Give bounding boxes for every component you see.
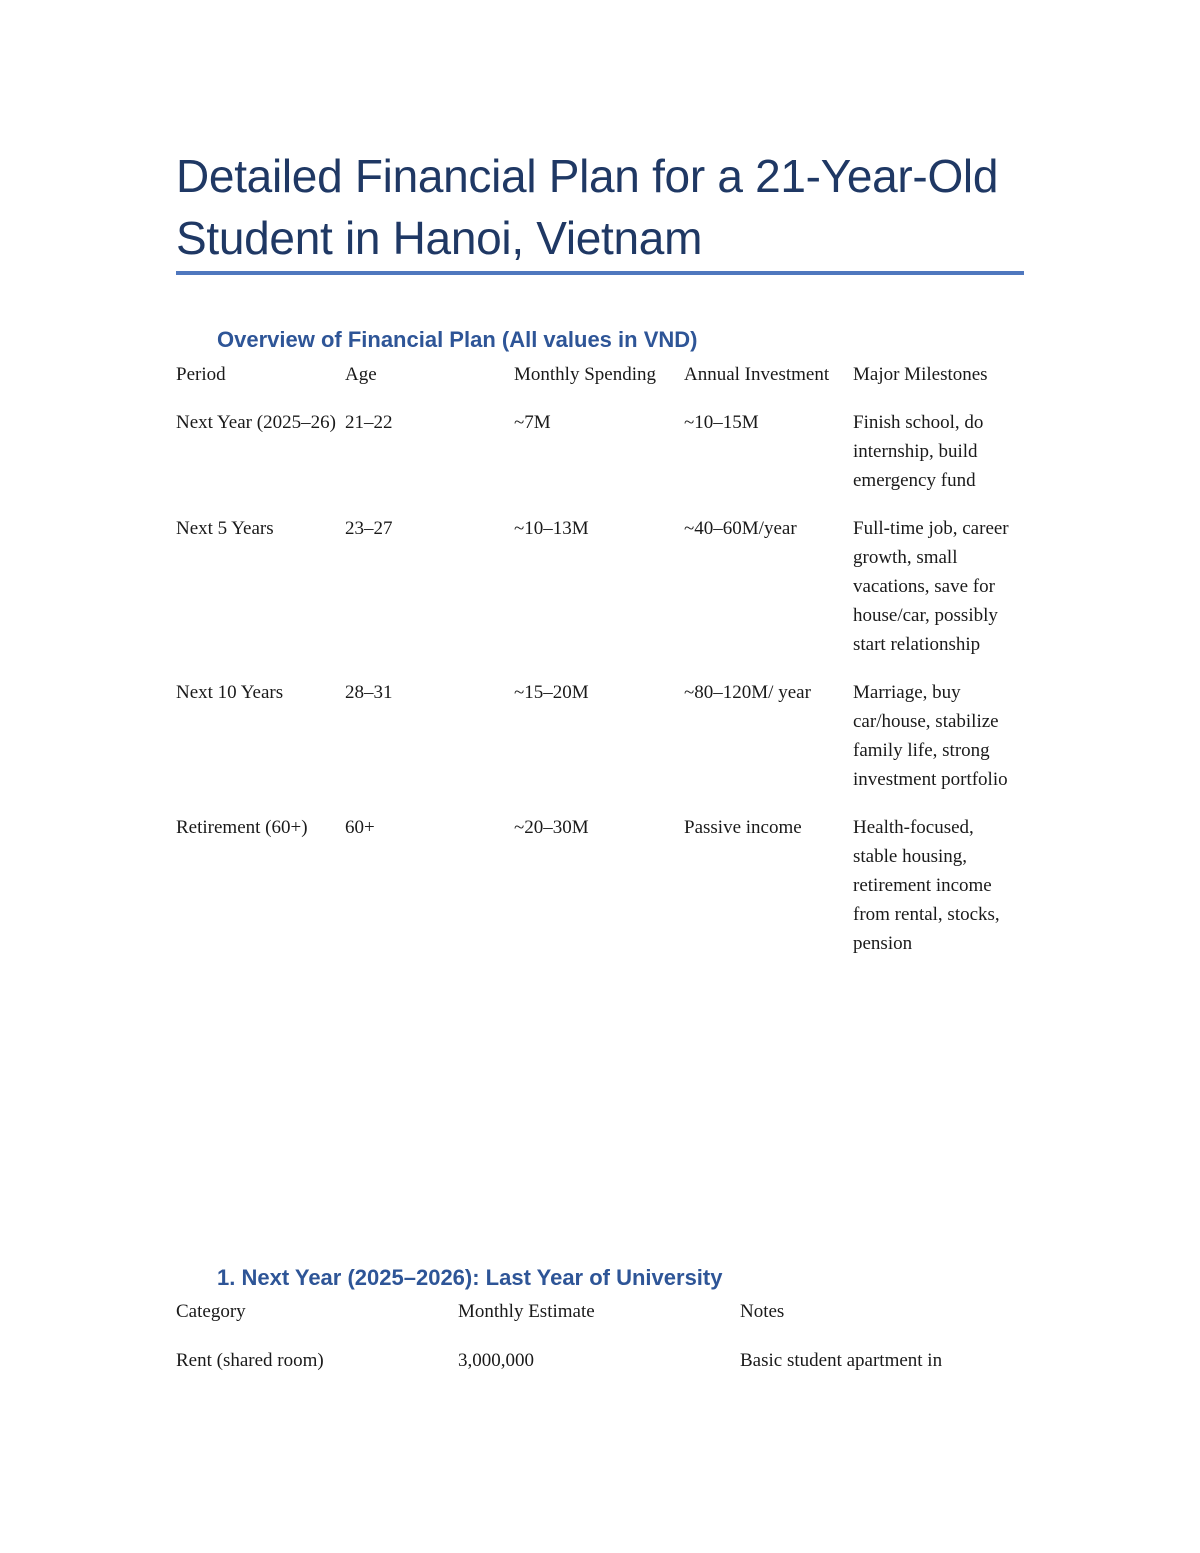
title-underline xyxy=(176,271,1024,275)
cell-age: 21–22 xyxy=(345,412,393,433)
column-header-notes: Notes xyxy=(740,1301,785,1322)
cell-period: Retirement (60+) xyxy=(176,817,308,838)
cell-monthly-spending: ~7M xyxy=(514,412,551,433)
table-row xyxy=(176,514,1013,678)
table-row xyxy=(176,678,1013,813)
section1-table xyxy=(176,1297,1024,1375)
cell-monthly-estimate: 3,000,000 xyxy=(458,1350,534,1371)
cell-annual-investment: ~80–120M/ year xyxy=(684,682,811,703)
cell-annual-investment: ~10–15M xyxy=(684,412,759,433)
cell-major-milestones: Health-focused, stable housing, retirement income from rental, stocks, pension xyxy=(853,817,1000,954)
cell-category: Rent (shared room) xyxy=(176,1350,324,1371)
cell-major-milestones: Full-time job, career growth, small vacations, save for house/car, possibly start relationship xyxy=(853,518,1009,655)
cell-age: 28–31 xyxy=(345,682,393,703)
cell-age: 23–27 xyxy=(345,518,393,539)
column-header-major-milestones: Major Milestones xyxy=(853,364,988,385)
cell-annual-investment: ~40–60M/year xyxy=(684,518,797,539)
section1-header-row xyxy=(176,1297,1024,1346)
cell-annual-investment: Passive income xyxy=(684,817,802,838)
cell-period: Next Year (2025–26) xyxy=(176,412,336,433)
column-header-period: Period xyxy=(176,364,226,385)
column-header-age: Age xyxy=(345,364,377,385)
cell-age: 60+ xyxy=(345,817,375,838)
table-row xyxy=(176,408,1013,514)
column-header-annual-investment: Annual Investment xyxy=(684,364,830,385)
document-title: Detailed Financial Plan for a 21-Year-Old Student in Hanoi, Vietnam xyxy=(176,150,999,264)
cell-major-milestones: Marriage, buy car/house, stabilize family life, strong investment portfolio xyxy=(853,682,1008,790)
overview-heading: Overview of Financial Plan (All values in VND) xyxy=(217,327,698,352)
table-row xyxy=(176,1346,1024,1375)
cell-monthly-spending: ~20–30M xyxy=(514,817,589,838)
table-row xyxy=(176,813,1013,977)
column-header-category: Category xyxy=(176,1301,246,1322)
overview-table xyxy=(176,360,1013,977)
column-header-monthly-spending: Monthly Spending xyxy=(514,364,656,385)
column-header-monthly-estimate: Monthly Estimate xyxy=(458,1301,595,1322)
cell-period: Next 5 Years xyxy=(176,518,274,539)
cell-major-milestones: Finish school, do internship, build emergency fund xyxy=(853,412,984,491)
cell-monthly-spending: ~15–20M xyxy=(514,682,589,703)
cell-monthly-spending: ~10–13M xyxy=(514,518,589,539)
overview-header-row xyxy=(176,360,1013,408)
cell-period: Next 10 Years xyxy=(176,682,284,703)
cell-notes: Basic student apartment in xyxy=(740,1350,943,1371)
section1-heading: 1. Next Year (2025–2026): Last Year of University xyxy=(217,1265,723,1290)
